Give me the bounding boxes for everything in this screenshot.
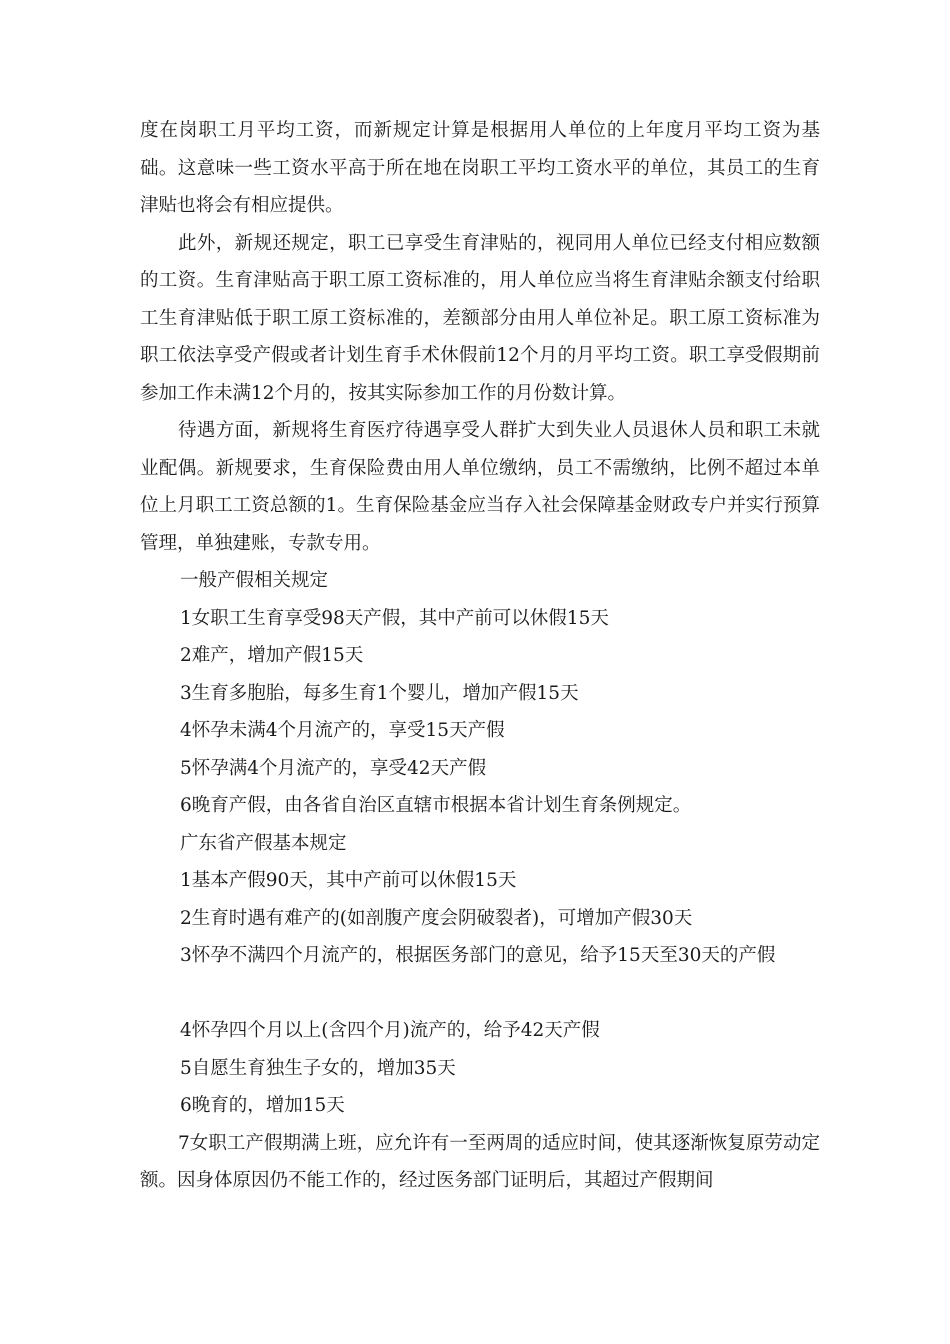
section-heading-guangdong: 广东省产假基本规定: [180, 832, 347, 854]
list-item: 4怀孕四个月以上(含四个月)流产的，给予42天产假: [180, 1020, 600, 1041]
paragraph-maternity-allowance-basis: 度在岗职工月平均工资，而新规定计算是根据用人单位的上年度月平均工资为基础。这意味一些工资水平高于所在地在岗职工平均工资水平的单位，其员工的生育津贴也将会有相应提供。: [140, 120, 820, 216]
list-item: 2难产，增加产假15天: [180, 645, 364, 666]
document-page: [140, 112, 820, 1200]
list-item: 3生育多胞胎，每多生育1个婴儿，增加产假15天: [180, 682, 579, 704]
list-item: 5怀孕满4个月流产的，享受42天产假: [180, 757, 487, 779]
list-item: 3怀孕不满四个月流产的，根据医务部门的意见，给予15天至30天的产假: [180, 945, 776, 966]
list-item: 2生育时遇有难产的(如剖腹产度会阴破裂者)，可增加产假30天: [180, 907, 693, 929]
paragraph-allowance-rules: 此外，新规还规定，职工已享受生育津贴的，视同用人单位已经支付相应数额的工资。生育津贴高于职工原工资标准的，用人单位应当将生育津贴余额支付给职工生育津贴低于职工原工资标准的，差额部分由用人单位补足。职工原工资标准为职工依法享受产假或者计划生育手术休假前12个月的月平均工资。职工享受假期前参加工作未满12个月的，按其实际参加工作的月份数计算。: [140, 232, 820, 404]
list-item: 1女职工生育享受98天产假，其中产前可以休假15天: [180, 607, 609, 629]
list-item: 6晚育的，增加15天: [180, 1095, 345, 1116]
list-item: 1基本产假90天，其中产前可以休假15天: [180, 870, 517, 891]
blank-line: [140, 975, 820, 1013]
paragraph-return-to-work: 7女职工产假期满上班，应允许有一至两周的适应时间，使其逐渐恢复原劳动定额。因身体原因仍不能工作的，经过医务部门证明后，其超过产假期间: [140, 1132, 820, 1191]
paragraph-benefits: 待遇方面，新规将生育医疗待遇享受人群扩大到失业人员退休人员和职工未就业配偶。新规要求，生育保险费由用人单位缴纳，员工不需缴纳，比例不超过本单位上月职工工资总额的1。生育保险基金应当存入社会保障基金财政专户并实行预算管理，单独建账，专款专用。: [140, 420, 820, 554]
list-item: 4怀孕未满4个月流产的，享受15天产假: [180, 720, 505, 741]
section-heading-general: 一般产假相关规定: [180, 570, 329, 591]
list-item: 5自愿生育独生子女的，增加35天: [180, 1057, 456, 1079]
list-item: 6晚育产假，由各省自治区直辖市根据本省计划生育条例规定。: [180, 795, 692, 816]
